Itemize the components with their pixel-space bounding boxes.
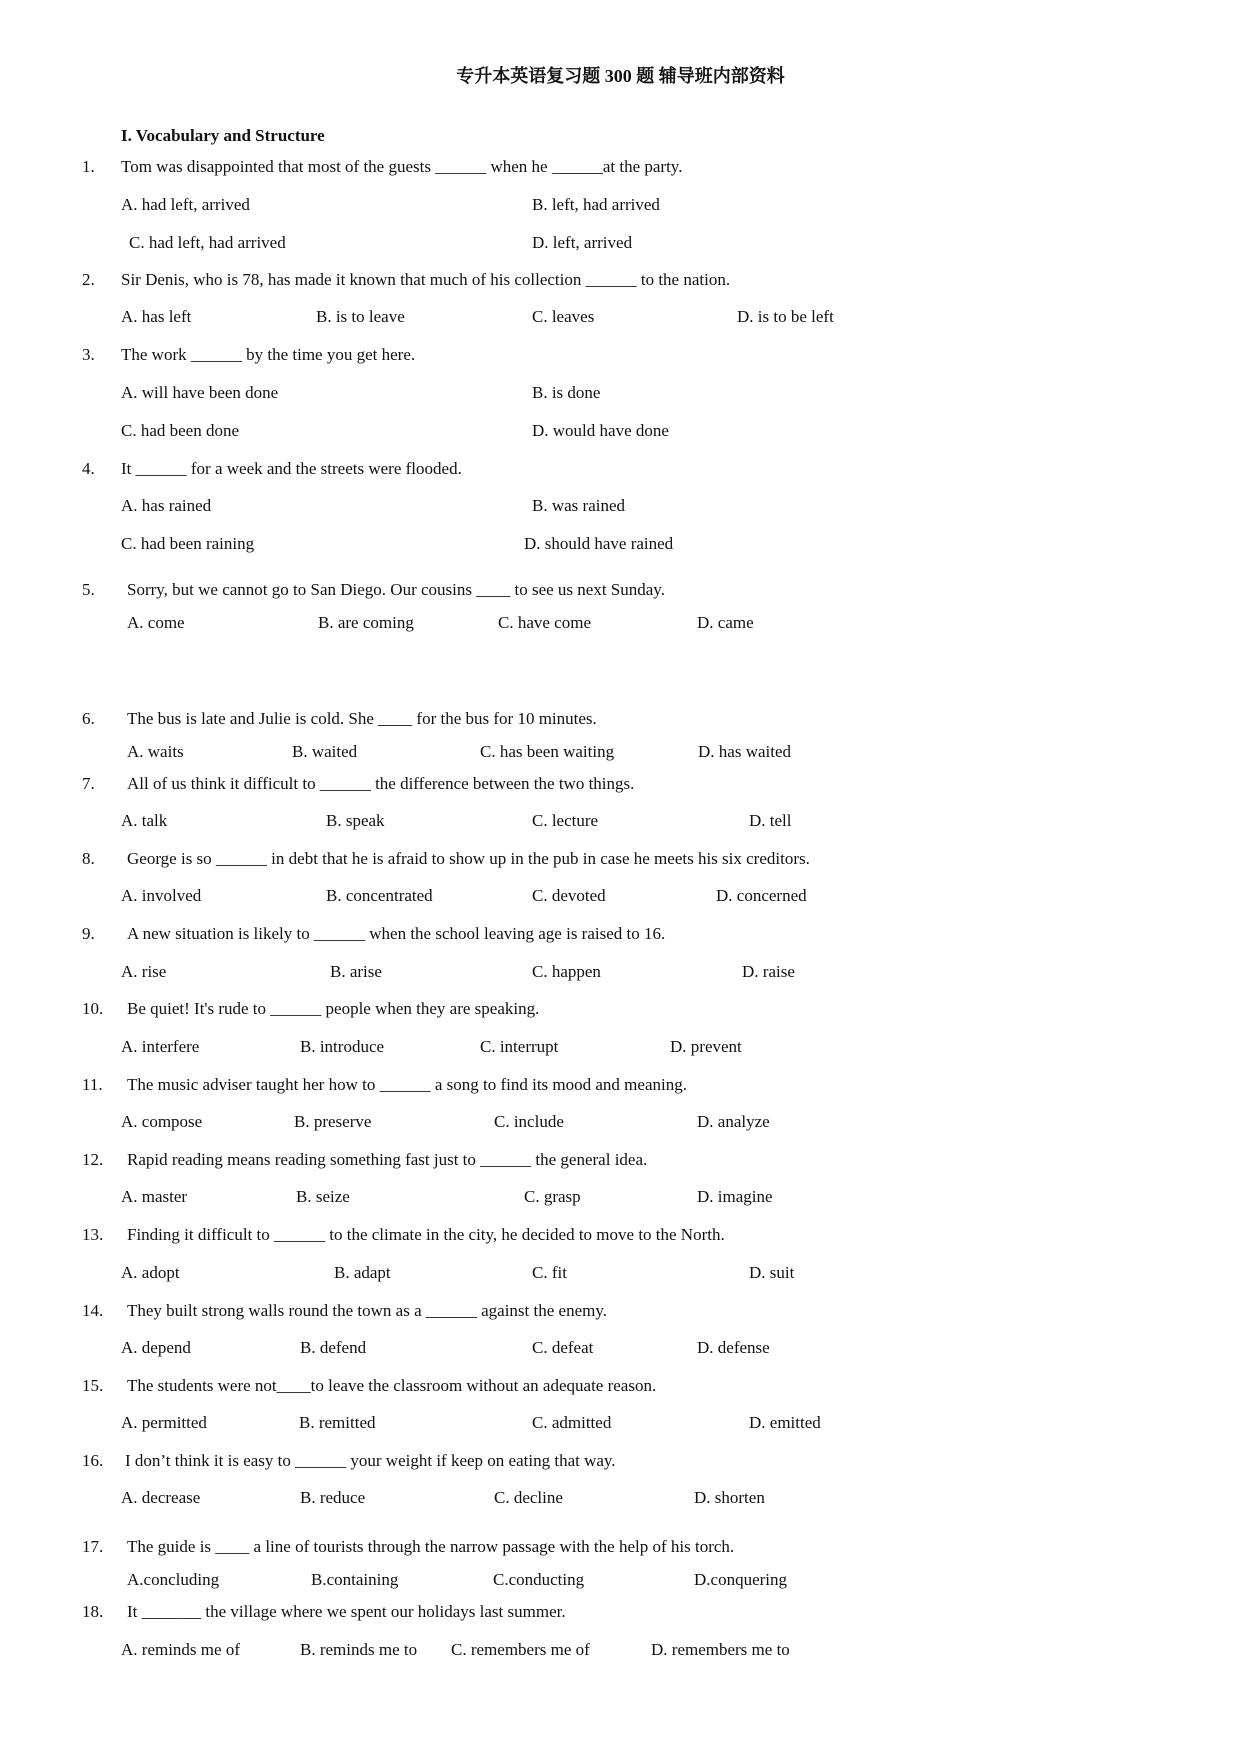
answer-option: C. decline (494, 1488, 563, 1507)
answer-option: B. arise (330, 962, 382, 981)
answer-option: C. grasp (524, 1187, 581, 1206)
section-heading: I. Vocabulary and Structure (121, 126, 325, 145)
answer-option: A. involved (121, 886, 202, 905)
answer-option: D. has waited (698, 742, 792, 761)
question-number: 16. (82, 1451, 104, 1470)
document-title: 专升本英语复习题 300 题 辅导班内部资料 (456, 66, 785, 86)
question-number: 1. (82, 157, 95, 176)
answer-option: A. compose (121, 1112, 203, 1131)
answer-option: A. interfere (121, 1037, 200, 1056)
answer-option: B. is done (532, 383, 601, 402)
answer-option: C. lecture (532, 811, 599, 830)
answer-option: B. concentrated (326, 886, 433, 905)
answer-option: A. decrease (121, 1488, 201, 1507)
answer-option: B. preserve (294, 1112, 372, 1131)
question-number: 6. (82, 709, 95, 728)
answer-option: D. left, arrived (532, 233, 633, 252)
question-text: The guide is ____ a line of tourists through the narrow passage with the help of his torch. (127, 1537, 735, 1556)
answer-option: D. tell (749, 811, 792, 830)
question-number: 2. (82, 270, 95, 289)
answer-option: A. will have been done (121, 383, 279, 402)
answer-option: C. devoted (532, 886, 606, 905)
answer-option: D.conquering (694, 1570, 788, 1589)
question-text: Finding it difficult to ______ to the climate in the city, he decided to move to the North. (127, 1225, 725, 1244)
answer-option: C.conducting (493, 1570, 585, 1589)
answer-option: B. are coming (318, 613, 414, 632)
question-text: It ______ for a week and the streets were flooded. (121, 459, 462, 478)
answer-option: D. analyze (697, 1112, 770, 1131)
answer-option: A. depend (121, 1338, 191, 1357)
answer-option: D. raise (742, 962, 795, 981)
answer-option: C. remembers me of (451, 1640, 590, 1659)
question-text: Sorry, but we cannot go to San Diego. Our cousins ____ to see us next Sunday. (127, 580, 665, 599)
answer-option: B. defend (300, 1338, 367, 1357)
answer-option: B. left, had arrived (532, 195, 660, 214)
question-text: The work ______ by the time you get here. (121, 345, 416, 364)
question-text: All of us think it difficult to ______ the difference between the two things. (127, 774, 635, 793)
answer-option: D. prevent (670, 1037, 742, 1056)
question-number: 18. (82, 1602, 104, 1621)
answer-option: C. happen (532, 962, 601, 981)
answer-option: D. should have rained (524, 534, 674, 553)
question-number: 8. (82, 849, 95, 868)
answer-option: A.concluding (127, 1570, 220, 1589)
question-text: Sir Denis, who is 78, has made it known that much of his collection ______ to the nation. (121, 270, 731, 289)
answer-option: D. emitted (749, 1413, 821, 1432)
answer-option: D. is to be left (737, 307, 834, 326)
answer-option: B. introduce (300, 1037, 385, 1056)
question-number: 14. (82, 1301, 104, 1320)
question-number: 10. (82, 999, 104, 1018)
question-text: The music adviser taught her how to ______ a song to find its mood and meaning. (127, 1075, 687, 1094)
answer-option: B.containing (311, 1570, 399, 1589)
question-number: 13. (82, 1225, 104, 1244)
answer-option: C. admitted (532, 1413, 612, 1432)
question-text: George is so ______ in debt that he is afraid to show up in the pub in case he meets his six creditors. (127, 849, 810, 868)
question-number: 15. (82, 1376, 104, 1395)
question-text: It _______ the village where we spent our holidays last summer. (127, 1602, 566, 1621)
answer-option: A. master (121, 1187, 188, 1206)
answer-option: C. had left, had arrived (129, 233, 286, 252)
answer-option: C. defeat (532, 1338, 594, 1357)
answer-option: D. concerned (716, 886, 807, 905)
answer-option: A. adopt (121, 1263, 180, 1282)
question-text: Rapid reading means reading something fast just to ______ the general idea. (127, 1150, 648, 1169)
answer-option: D. defense (697, 1338, 770, 1357)
answer-option: C. had been done (121, 421, 240, 440)
question-number: 3. (82, 345, 95, 364)
question-text: The students were not____to leave the classroom without an adequate reason. (127, 1376, 657, 1395)
answer-option: B. speak (326, 811, 385, 830)
answer-option: B. waited (292, 742, 358, 761)
answer-option: A. come (127, 613, 185, 632)
answer-option: D. came (697, 613, 754, 632)
answer-option: D. suit (749, 1263, 795, 1282)
answer-option: B. reminds me to (300, 1640, 418, 1659)
answer-option: A. has rained (121, 496, 212, 515)
answer-option: A. permitted (121, 1413, 207, 1432)
answer-option: B. remitted (299, 1413, 376, 1432)
answer-option: B. was rained (532, 496, 626, 515)
answer-option: C. had been raining (121, 534, 255, 553)
answer-option: D. imagine (697, 1187, 773, 1206)
question-number: 9. (82, 924, 95, 943)
answer-option: D. remembers me to (651, 1640, 790, 1659)
question-number: 5. (82, 580, 95, 599)
question-text: Tom was disappointed that most of the guests ______ when he ______at the party. (121, 157, 683, 176)
answer-option: B. adapt (334, 1263, 391, 1282)
answer-option: C. leaves (532, 307, 595, 326)
question-number: 12. (82, 1150, 104, 1169)
answer-option: C. include (494, 1112, 564, 1131)
answer-option: C. have come (498, 613, 591, 632)
answer-option: D. shorten (694, 1488, 765, 1507)
question-text: A new situation is likely to ______ when the school leaving age is raised to 16. (127, 924, 666, 943)
question-number: 7. (82, 774, 95, 793)
question-number: 17. (82, 1537, 104, 1556)
answer-option: A. rise (121, 962, 167, 981)
question-number: 11. (82, 1075, 103, 1094)
question-text: I don’t think it is easy to ______ your weight if keep on eating that way. (125, 1451, 616, 1470)
answer-option: B. seize (296, 1187, 350, 1206)
answer-option: D. would have done (532, 421, 669, 440)
answer-option: B. reduce (300, 1488, 366, 1507)
question-number: 4. (82, 459, 95, 478)
answer-option: A. has left (121, 307, 192, 326)
question-text: They built strong walls round the town as a ______ against the enemy. (127, 1301, 608, 1320)
answer-option: C. fit (532, 1263, 567, 1282)
answer-option: C. has been waiting (480, 742, 615, 761)
question-text: The bus is late and Julie is cold. She ____ for the bus for 10 minutes. (127, 709, 597, 728)
question-text: Be quiet! It's rude to ______ people when they are speaking. (127, 999, 540, 1018)
answer-option: A. had left, arrived (121, 195, 250, 214)
answer-option: A. waits (127, 742, 184, 761)
answer-option: A. talk (121, 811, 168, 830)
answer-option: A. reminds me of (121, 1640, 240, 1659)
answer-option: B. is to leave (316, 307, 405, 326)
answer-option: C. interrupt (480, 1037, 559, 1056)
